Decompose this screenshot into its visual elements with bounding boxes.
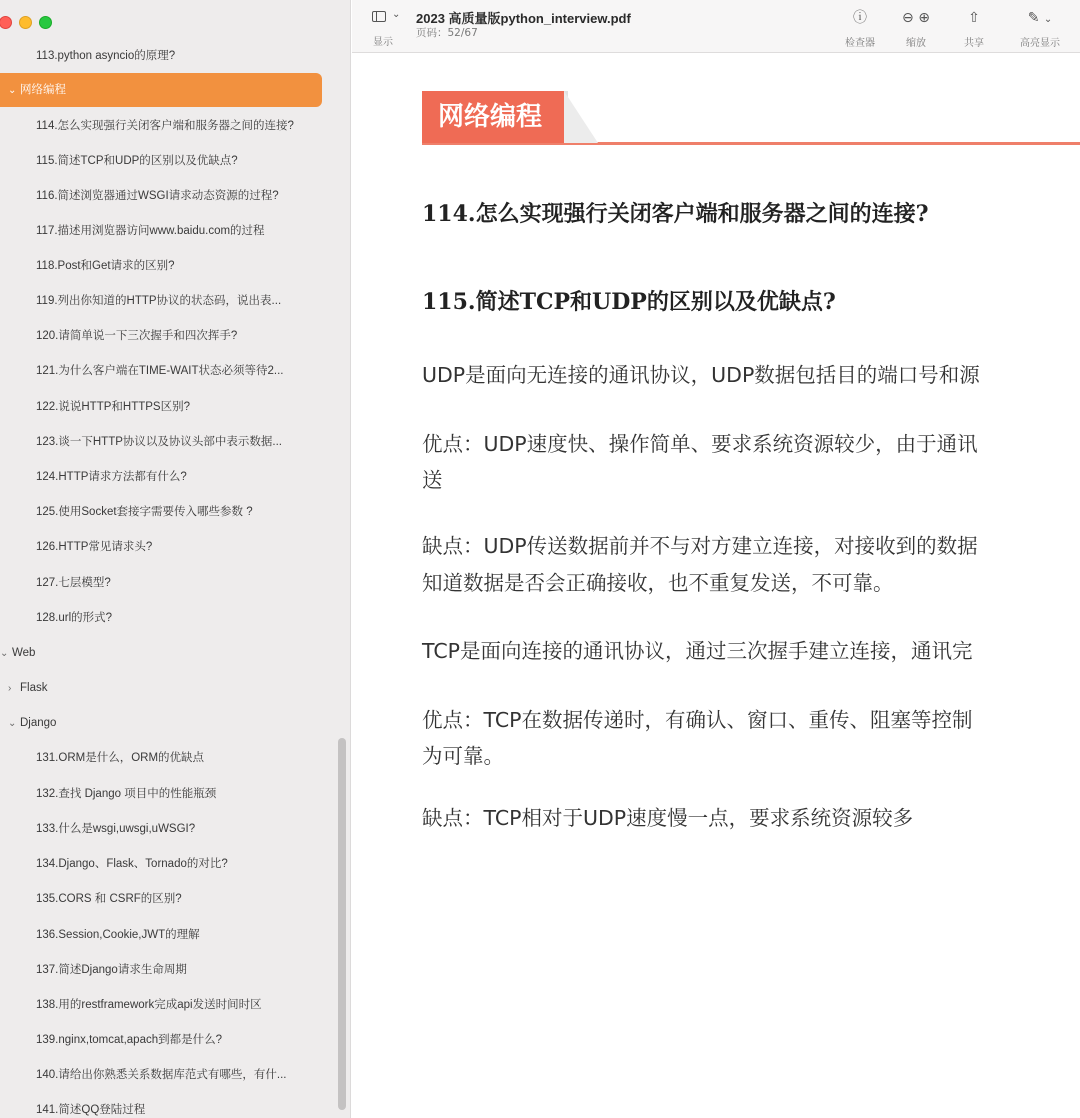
inspector-label: 检查器 (845, 38, 875, 49)
sidebar-outline (0, 0, 351, 1118)
sidebar-item-django[interactable]: ⌄ Django (0, 706, 338, 741)
sidebar-item[interactable]: 120.请简单说一下三次握手和四次挥手? (36, 330, 238, 342)
share-label: 共享 (964, 38, 984, 49)
paragraph-line: 知道数据是否会正确接收，也不重复发送，不可靠。 (422, 571, 894, 595)
sidebar-item[interactable]: 137.简述Django请求生命周期 (36, 964, 187, 976)
sidebar-item[interactable]: 116.简述浏览器通过WSGI请求动态资源的过程? (36, 190, 279, 202)
sidebar-toggle-button[interactable] (370, 9, 404, 47)
inspector-button[interactable] (842, 8, 878, 48)
section-tag-tail (564, 91, 598, 143)
document-page (352, 54, 1080, 1118)
sidebar-item[interactable]: 131.ORM是什么，ORM的优缺点 (36, 752, 205, 764)
sidebar-item[interactable]: 118.Post和Get请求的区别? (36, 260, 175, 272)
chevron-down-icon: ⌄ (392, 9, 401, 20)
sidebar-item[interactable]: 119.列出你知道的HTTP协议的状态码，说出表... (36, 295, 282, 307)
zoom-out-icon[interactable]: ⊖ (902, 10, 914, 26)
zoom-label: 缩放 (906, 38, 926, 49)
page-indicator: 页码：52/67 (416, 27, 478, 39)
chevron-down-icon: ⌄ (0, 648, 9, 659)
sidebar-toggle-label: 显示 (373, 37, 393, 48)
sidebar-item-flask[interactable]: › Flask (0, 671, 338, 706)
sidebar-item[interactable]: 125.使用Socket套接字需要传入哪些参数 ? (36, 506, 253, 518)
question-heading-114: 114.怎么实现强行关闭客户端和服务器之间的连接? (422, 201, 929, 227)
section-title: 网络编程 (422, 91, 564, 143)
sidebar-item[interactable]: 134.Django、Flask、Tornado的对比? (36, 858, 228, 870)
sidebar-item[interactable]: 124.HTTP请求方法都有什么? (36, 471, 187, 483)
pen-icon: ✎ ⌄ (1027, 10, 1053, 26)
minimize-window-button[interactable] (19, 16, 32, 29)
sidebar-item[interactable]: 136.Session,Cookie,JWT的理解 (36, 929, 200, 941)
toolbar (352, 0, 1080, 53)
sidebar-item[interactable]: 139.nginx,tomcat,apach到都是什么? (36, 1034, 223, 1046)
sidebar-item[interactable]: 141.简述QQ登陆过程 (36, 1104, 146, 1116)
sidebar-item[interactable]: 115.简述TCP和UDP的区别以及优缺点? (36, 155, 238, 167)
paragraph-line: 优点：UDP速度快、操作简单、要求系统资源较少，由于通讯 (422, 432, 978, 456)
sidebar-item[interactable]: 132.查找 Django 项目中的性能瓶颈 (36, 788, 217, 800)
chevron-down-icon: ⌄ (8, 718, 17, 729)
chevron-down-icon: ⌄ (8, 85, 17, 96)
sidebar-item[interactable]: 113.python asyncio的原理? (36, 50, 176, 62)
share-button[interactable] (960, 8, 988, 48)
chevron-right-icon: › (8, 683, 12, 694)
sidebar-item-network-programming[interactable]: ⌄ 网络编程 (0, 73, 322, 107)
highlight-label: 高亮显示 (1020, 38, 1060, 49)
close-window-button[interactable] (0, 16, 12, 29)
zoom-icons (892, 8, 940, 28)
paragraph-line: 送 (422, 468, 443, 492)
paragraph-line: 缺点：UDP传送数据前并不与对方建立连接，对接收到的数据 (422, 534, 978, 558)
sidebar-item[interactable]: 127.七层模型? (36, 577, 111, 589)
sidebar-item[interactable]: 128.url的形式? (36, 612, 113, 624)
sidebar-item[interactable]: 135.CORS 和 CSRF的区别? (36, 893, 182, 905)
zoom-button[interactable] (892, 8, 940, 48)
paragraph-line: 优点：TCP在数据传递时，有确认、窗口、重传、阻塞等控制 (422, 708, 973, 732)
sidebar-item[interactable]: 114.怎么实现强行关闭客户端和服务器之间的连接? (36, 120, 294, 132)
highlight-button[interactable] (1014, 8, 1066, 48)
sidebar-item[interactable]: 121.为什么客户端在TIME-WAIT状态必须等待2... (36, 365, 284, 377)
share-icon: ⇧ (968, 10, 980, 26)
paragraph-line: UDP是面向无连接的通讯协议，UDP数据包括目的端口号和源 (422, 363, 980, 387)
document-title: 2023 高质量版python_interview.pdf (416, 11, 631, 26)
info-icon: ⓘ (853, 10, 867, 26)
sidebar-item[interactable]: 123.谈一下HTTP协议以及协议头部中表示数据... (36, 436, 282, 448)
paragraph-line: TCP是面向连接的通讯协议，通过三次握手建立连接，通讯完 (422, 639, 973, 663)
chevron-down-icon: ⌄ (1043, 14, 1053, 25)
sidebar-item-web[interactable]: ⌄ Web (0, 636, 338, 671)
sidebar-item[interactable]: 140.请给出你熟悉关系数据库范式有哪些，有什... (36, 1069, 287, 1081)
sidebar-item[interactable]: 126.HTTP常见请求头? (36, 541, 153, 553)
paragraph-line: 缺点：TCP相对于UDP速度慢一点，要求系统资源较多 (422, 806, 914, 830)
sidebar-item[interactable]: 122.说说HTTP和HTTPS区别? (36, 401, 190, 413)
sidebar-item[interactable]: 117.描述用浏览器访问www.baidu.com的过程 (36, 225, 265, 237)
sidebar-scrollbar[interactable] (338, 738, 346, 1110)
sidebar-icon (372, 11, 386, 22)
zoom-in-icon[interactable]: ⊕ (918, 10, 930, 26)
question-heading-115: 115.简述TCP和UDP的区别以及优缺点? (422, 289, 836, 315)
sidebar-item[interactable]: 138.用的restframework完成api发送时间时区 (36, 999, 262, 1011)
paragraph-line: 为可靠。 (422, 744, 504, 768)
sidebar-item[interactable]: 133.什么是wsgi,uwsgi,uWSGI? (36, 823, 196, 835)
zoom-window-button[interactable] (39, 16, 52, 29)
